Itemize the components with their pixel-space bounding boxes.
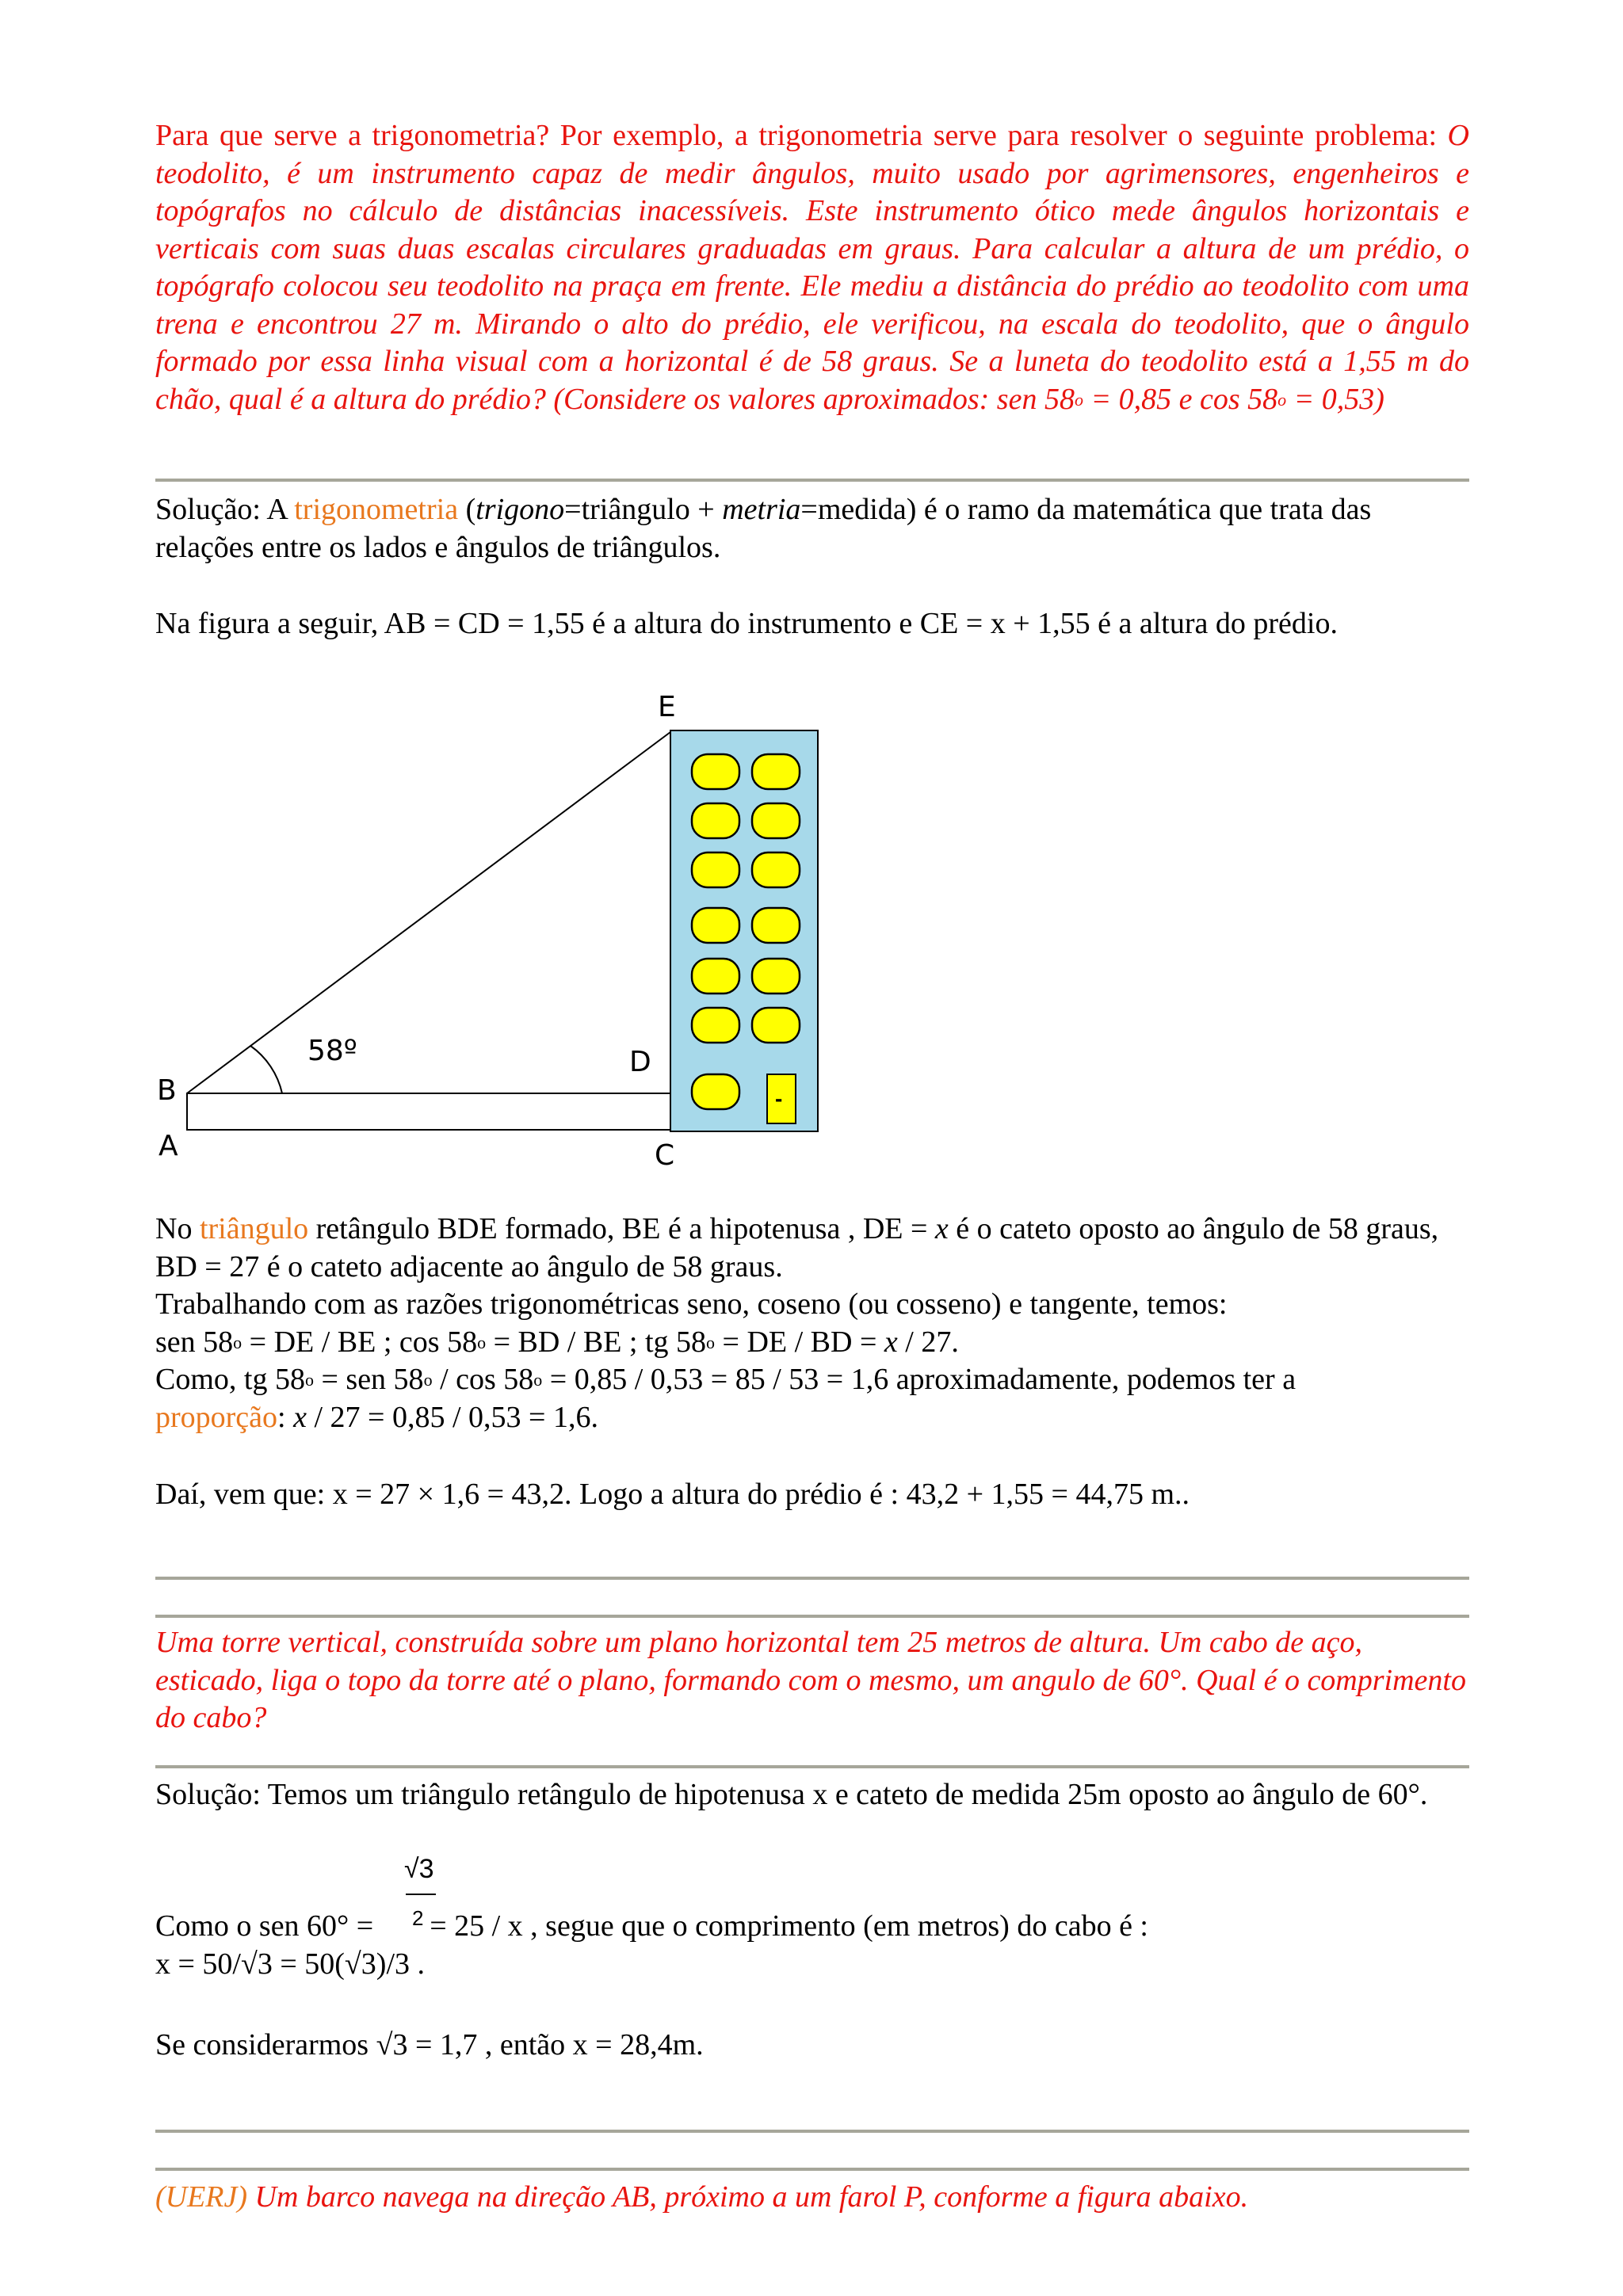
source-link[interactable]: (UERJ) bbox=[155, 2180, 248, 2214]
label-E: E bbox=[658, 691, 676, 723]
window bbox=[692, 1074, 739, 1109]
problem-3 bbox=[155, 2179, 1469, 2217]
problem-3-text: Um barco navega na direção AB, próximo a um farol P, conforme a figura abaixo. bbox=[247, 2180, 1249, 2214]
label-D: D bbox=[629, 1046, 651, 1078]
window bbox=[692, 908, 739, 943]
divider bbox=[155, 1615, 1469, 1618]
window bbox=[752, 754, 800, 789]
window bbox=[692, 1008, 739, 1043]
solution-1-definition: Solução: A trigonometria (trigono=triângulo + metria=medida) é o ramo da matemática que trata das relações entre os lados e ângulos de triângulos. bbox=[155, 493, 1372, 564]
solution-1-body bbox=[155, 1211, 1469, 1436]
solution-1-line-4: Como, tg $58^o$ = sen $58^o / \cos 58^o = 0,85 / 0,53 = 85 / 53 = 1,6$ aproximadamente, podemos ter a bbox=[155, 1363, 1296, 1396]
problem-2 bbox=[155, 1624, 1469, 1737]
divider bbox=[155, 479, 1469, 482]
problem-2-text: Uma torre vertical, construída sobre um plano horizontal tem 25 metros de altura. Um cabo de aço, esticado, liga o topo da torre até o plano, formando com o mesmo, um angulo de 60°. Qual é o comprimento do cabo? bbox=[155, 1626, 1466, 1734]
divider bbox=[155, 2168, 1469, 2171]
line-BE bbox=[187, 732, 670, 1093]
divider bbox=[155, 2130, 1469, 2133]
solution-1-intro bbox=[155, 491, 1469, 566]
label-B: B bbox=[157, 1074, 177, 1107]
solution-2-intro: Solução: Temos um triângulo retângulo de hipotenusa x e cateto de medida 25m oposto ao ângulo de 60°. bbox=[155, 1778, 1428, 1811]
problem-1-statement: O teodolito, é um instrumento capaz de medir ângulos, muito usado por agrimensores, engenheiros e topógrafos no cálculo de distâncias inacessíveis. Este instrumento ótico mede ângulos horizontais e verticais com suas duas escalas circulares graduadas em graus. Para calcular a altura de um prédio, o topógrafo colocou seu teodolito na praça em frente. Ele mediu a distância do prédio ao teodolito com uma trena e encontrou 27 m. Mirando o alto do prédio, ele verificou, na escala do teodolito, que o ângulo formado por essa linha visual com a horizontal é de 58 graus. Se a luneta do teodolito está a 1,55 m do chão, qual é a altura do prédio? bbox=[155, 119, 1469, 416]
label-C: C bbox=[655, 1139, 675, 1171]
fraction-bar bbox=[406, 1894, 436, 1895]
solution-1-line-2: Trabalhando com as razões trigonométricas seno, coseno (ou cosseno) e tangente, temos: bbox=[155, 1287, 1228, 1321]
angle-label: 58º bbox=[307, 1035, 357, 1067]
window bbox=[692, 959, 739, 994]
door-handle: - bbox=[775, 1086, 783, 1111]
angle-arc bbox=[250, 1046, 282, 1093]
instrument-base bbox=[187, 1093, 670, 1130]
trigonometria-link[interactable]: trigonometria bbox=[294, 493, 459, 526]
problem-1-lead: Para que serve a trigonometria? Por exemplo, a trigonometria serve para resolver o seguinte problema: bbox=[155, 119, 1438, 152]
window bbox=[692, 803, 739, 838]
window bbox=[692, 754, 739, 789]
window bbox=[692, 852, 739, 887]
problem-1-consider: (Considere os valores aproximados: sen $58^o = 0,85$ e $\cos 58^o = 0,53$) bbox=[553, 382, 1384, 416]
window bbox=[752, 852, 800, 887]
solution-2-body bbox=[155, 1908, 1469, 1983]
fraction-denominator: 2 bbox=[412, 1906, 424, 1930]
triangle-diagram bbox=[155, 680, 837, 1171]
window bbox=[752, 803, 800, 838]
solution-1-line-5: proporção: x / 27 = 0,85 / 0,53 = 1,6. bbox=[155, 1400, 598, 1434]
divider bbox=[155, 1577, 1469, 1580]
problem-1-text bbox=[155, 117, 1469, 418]
proporcao-link[interactable]: proporção bbox=[155, 1400, 278, 1434]
building-figure bbox=[155, 680, 837, 1171]
solution-1-figure-caption: Na figura a seguir, AB = CD = 1,55 é a altura do instrumento e CE = x + 1,55 é a altura do prédio. bbox=[155, 607, 1338, 640]
triangulo-link[interactable]: triângulo bbox=[199, 1212, 309, 1245]
window bbox=[752, 959, 800, 994]
divider bbox=[155, 1765, 1469, 1768]
solution-1-line-3: sen $58^o$ = DE / BE ; $\cos 58^o$ = BD / BE ; tg $58^o$ = DE / BD = x / 27. bbox=[155, 1325, 959, 1359]
label-A: A bbox=[158, 1130, 178, 1162]
window bbox=[752, 1008, 800, 1043]
solution-1-result: Daí, vem que: x = 27 × 1,6 = 43,2. Logo a altura do prédio é : 43,2 + 1,55 = 44,75 m.. bbox=[155, 1478, 1190, 1511]
problem-1 bbox=[155, 117, 1469, 418]
fraction-numerator: √3 bbox=[404, 1854, 434, 1884]
solution-1-line-1: No triângulo retângulo BDE formado, BE é a hipotenusa , DE = x é o cateto oposto ao ângulo de 58 graus, BD = 27 é o cateto adjacente ao ângulo de 58 graus. bbox=[155, 1212, 1439, 1283]
solution-2-line-2: x = 50/√3 = 50(√3)/3 . bbox=[155, 1947, 425, 1981]
solution-2-line-1: Como o sen 60° = = 25 / x , segue que o comprimento (em metros) do cabo é : bbox=[155, 1909, 1148, 1943]
solution-2-result: Se considerarmos √3 = 1,7 , então x = 28,4m. bbox=[155, 2028, 704, 2061]
window bbox=[752, 908, 800, 943]
